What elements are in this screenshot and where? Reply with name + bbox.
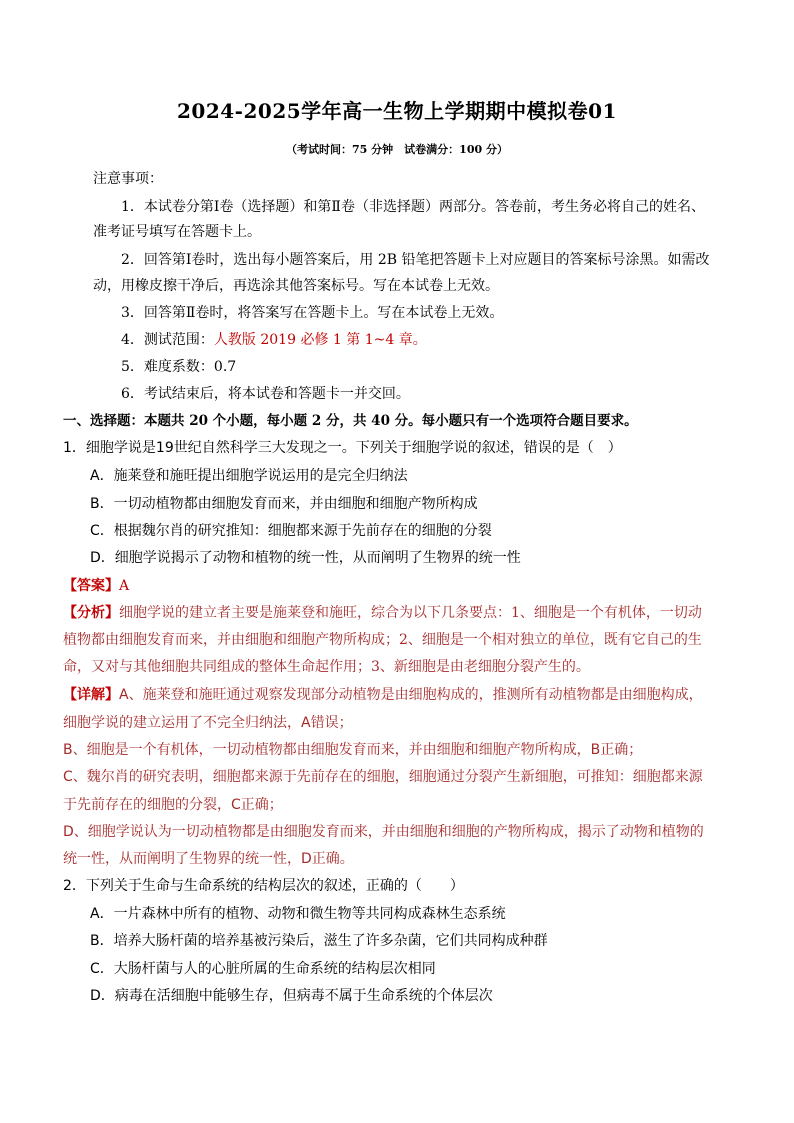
question-2-option-b: B．培养大肠杆菌的培养基被污染后，滋生了许多杂菌，它们共同构成种群 [90,933,548,949]
notice-item-4 [121,330,427,350]
question-2-option-d: D．病毒在活细胞中能够生存，但病毒不属于生命系统的个体层次 [90,988,493,1004]
question-1-option-d: D．细胞学说揭示了动物和植物的统一性，从而阐明了生物界的统一性 [90,550,521,566]
notice-item-4-prefix: 4．测试范围： [121,332,214,348]
question-1-analysis-line-2: 植物都由细胞发育而来，并由细胞和细胞产物所构成；2、细胞是一个相对独立的单位，既有它自己的生 [63,632,702,648]
notice-heading: 注意事项： [93,171,163,187]
question-2-option-c: C．大肠杆菌与人的心脏所属的生命系统的结构层次相同 [90,961,436,977]
question-1-stem: 1．细胞学说是19世纪自然科学三大发现之一。下列关于细胞学说的叙述，错误的是（ ） [63,440,622,456]
question-1-detail-line-3: B、细胞是一个有机体，一切动植物都由细胞发育而来，并由细胞和细胞产物所构成，B正确； [63,742,643,758]
notice-item-2-line-1: 2．回答第Ⅰ卷时，选出每小题答案后，用 2B 铅笔把答题卡上对应题目的答案标号涂黑。如需改 [121,252,710,268]
question-1-detail-line-5: 于先前存在的细胞的分裂，C正确； [63,797,283,813]
question-1-option-a: A．施莱登和施旺提出细胞学说运用的是完全归纳法 [90,468,408,484]
detail-text-1: A、施莱登和施旺通过观察发现部分动植物是由细胞构成的，推测所有动植物都是由细胞构成， [119,687,703,703]
notice-item-2-line-2: 动，用橡皮擦干净后，再选涂其他答案标号。写在本试卷上无效。 [93,278,499,294]
page-title: 2024-2025学年高一生物上学期期中模拟卷01 [177,99,617,123]
notice-item-3: 3．回答第Ⅱ卷时，将答案写在答题卡上。写在本试卷上无效。 [121,305,504,321]
analysis-text-1: 细胞学说的建立者主要是施莱登和施旺，综合为以下几条要点：1、细胞是一个有机体，一切动 [119,605,702,621]
detail-tag: 【详解】 [63,687,119,703]
answer-value: A [119,578,130,594]
section-1-heading: 一、选择题：本题共 20 个小题，每小题 2 分，共 40 分。每小题只有一个选项符合题目要求。 [63,413,638,429]
question-1-detail-line-4: C、魏尔肖的研究表明，细胞都来源于先前存在的细胞，细胞通过分裂产生新细胞，可推知：细胞都来源 [63,769,703,785]
notice-item-6: 6．考试结束后，将本试卷和答题卡一并交回。 [121,386,410,402]
question-1-analysis-line-1 [63,603,702,623]
question-1-detail-line-6: D、细胞学说认为一切动植物都是由细胞发育而来，并由细胞和细胞的产物所构成，揭示了动物和植物的 [63,824,704,840]
exam-info: （考试时间：75 分钟 试卷满分：100 分） [286,143,508,156]
question-2-stem: 2．下列关于生命与生命系统的结构层次的叙述，正确的（ ） [63,878,464,894]
answer-tag: 【答案】 [63,578,119,594]
notice-item-1-line-2: 准考证号填写在答题卡上。 [93,224,261,240]
question-1-detail-line-7: 统一性，从而阐明了生物界的统一性，D正确。 [63,851,354,867]
notice-item-1-line-1: 1．本试卷分第Ⅰ卷（选择题）和第Ⅱ卷（非选择题）两部分。答卷前，考生务必将自己的姓名、 [121,199,705,215]
notice-item-5: 5．难度系数：0.7 [121,359,237,375]
question-1-detail-line-1 [63,685,703,705]
question-1-option-c: C．根据魏尔肖的研究推知：细胞都来源于先前存在的细胞的分裂 [90,523,492,539]
notice-item-4-scope: 人教版 2019 必修 1 第 1~4 章。 [213,332,427,348]
question-1-answer [63,576,129,596]
question-1-option-b: B．一切动植物都由细胞发育而来，并由细胞和细胞产物所构成 [90,496,478,512]
question-1-detail-line-2: 细胞学说的建立运用了不完全归纳法，A错误； [63,715,353,731]
question-1-analysis-line-3: 命，又对与其他细胞共同组成的整体生命起作用；3、新细胞是由老细胞分裂产生的。 [63,659,590,675]
question-2-option-a: A．一片森林中所有的植物、动物和微生物等共同构成森林生态系统 [90,906,506,922]
analysis-tag: 【分析】 [63,605,119,621]
